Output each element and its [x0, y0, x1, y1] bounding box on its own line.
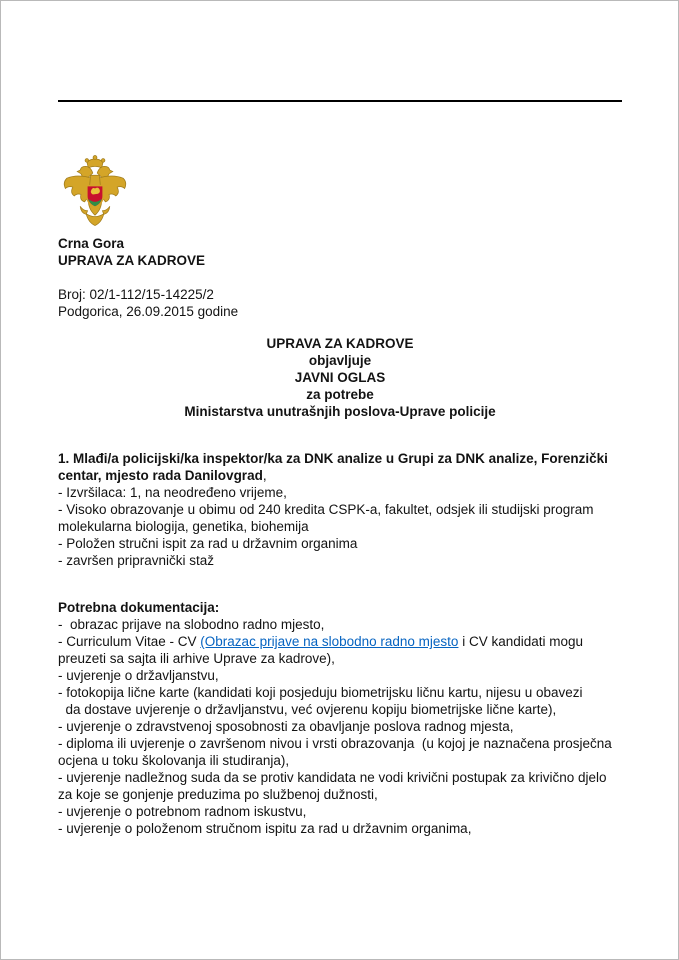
doc-item: - uvjerenje nadležnog suda da se protiv kandidata ne vodi krivični postupak za krivično djelo za koje se gonjenje preduzima po službenoj dužnosti,: [58, 770, 611, 802]
top-rule: [58, 100, 622, 102]
position-title-suffix: ,: [262, 468, 267, 483]
doc-item: - fotokopija lične karte (kandidati koji posjeduju biometrijsku ličnu kartu, nijesu u obavezi: [58, 685, 583, 700]
doc-item: - uvjerenje o zdravstvenoj sposobnosti za obavljanje poslova radnog mjesta,: [58, 719, 514, 734]
doc-item: - uvjerenje o potrebnom radnom iskustvu,: [58, 804, 307, 819]
org-dept: UPRAVA ZA KADROVE: [58, 253, 206, 268]
doc-item: - diploma ili uvjerenje o završenom nivou i vrsti obrazovanja (u kojoj je naznačena prosječna ocjena u toku školovanja ili studiranja),: [58, 736, 616, 768]
announcement-line-org: UPRAVA ZA KADROVE: [266, 336, 414, 351]
requirement-item: - završen pripravnički staž: [58, 553, 215, 568]
announcement-line-ministry: Ministarstva unutrašnjih poslova-Uprave policije: [184, 404, 496, 419]
document-content: [1, 100, 678, 837]
cv-item-prefix: - Curriculum Vitae - CV: [58, 634, 201, 649]
doc-item: - uvjerenje o državljanstvu,: [58, 668, 219, 683]
announcement-block: [58, 335, 622, 420]
requirements-list: [58, 484, 622, 569]
documentation-list: [58, 616, 622, 837]
requirement-item: - Položen stručni ispit za rad u državnim organima: [58, 536, 358, 551]
doc-item: - obrazac prijave na slobodno radno mjesto,: [58, 617, 325, 632]
requirement-item: - Visoko obrazovanje u obimu od 240 kredita CSPK-a, fakultet, odsjek ili studijski program molekularna biologija, genetika, biohemija: [58, 502, 598, 534]
cv-item-suffix: i CV kandidati mogu preuzeti sa sajta ili arhive Uprave za kadrove),: [58, 634, 587, 666]
doc-item: da dostave uvjerenje o državljanstvu, već ovjerenu kopiju biometrijske lične karte),: [58, 702, 557, 717]
date-line: Podgorica, 26.09.2015 godine: [58, 304, 239, 319]
montenegro-coat-of-arms-icon: [58, 153, 132, 230]
position-title: [58, 450, 622, 484]
reference-block: [58, 286, 622, 320]
position-title-text: 1. Mlađi/a policijski/ka inspektor/ka za DNK analize u Grupi za DNK analize, Forenzički centar, mjesto rada Danilovgrad: [58, 451, 612, 483]
doc-item: - uvjerenje o položenom stručnom ispitu za rad u državnim organima,: [58, 821, 472, 836]
application-form-link[interactable]: (Obrazac prijave na slobodno radno mjesto: [200, 634, 459, 649]
doc-item-cv: [58, 633, 622, 667]
requirement-item: - Izvršilaca: 1, na neodređeno vrijeme,: [58, 485, 287, 500]
announcement-line-verb: objavljuje: [308, 353, 372, 368]
announcement-line-for: za potrebe: [306, 387, 374, 402]
ref-number: Broj: 02/1-112/15-14225/2: [58, 287, 214, 302]
documentation-heading: Potrebna dokumentacija:: [58, 600, 220, 615]
org-block: [58, 235, 622, 269]
org-name: Crna Gora: [58, 236, 125, 251]
announcement-line-oglas: JAVNI OGLAS: [294, 370, 386, 385]
